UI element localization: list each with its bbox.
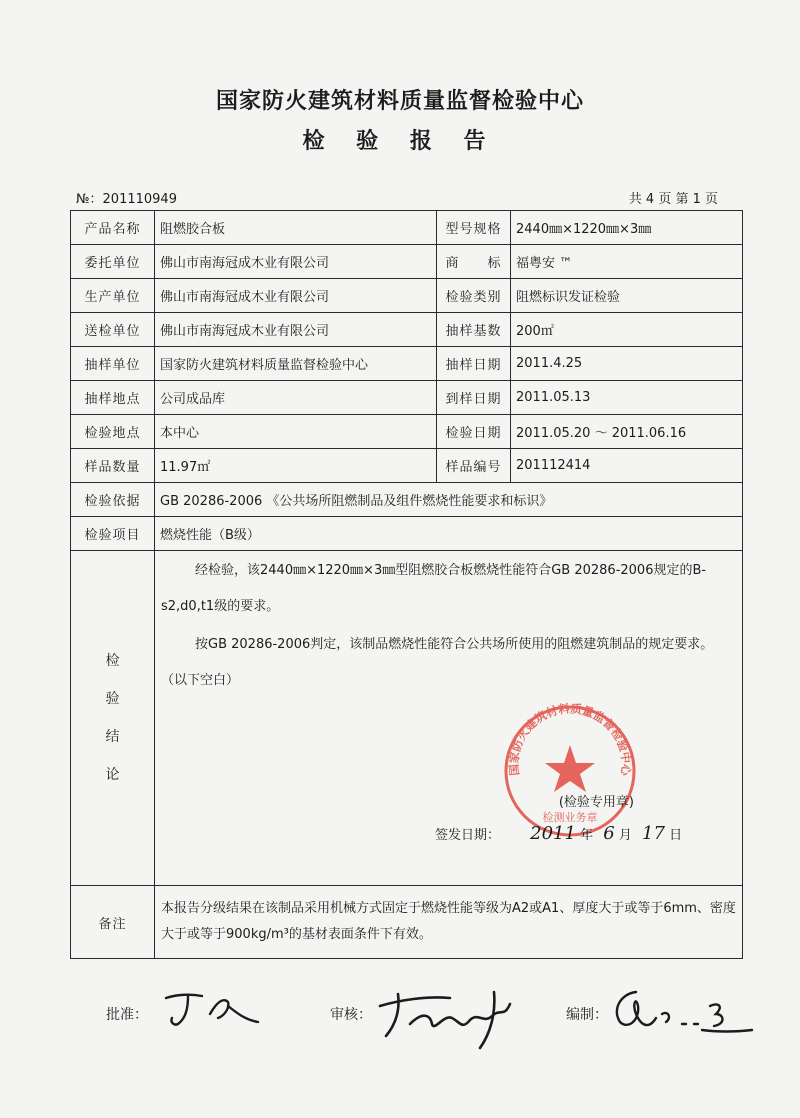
client-value: 佛山市南海冠成木业有限公司	[155, 245, 437, 279]
seal-text: 国家防火建筑材料质量监督检验中心	[506, 701, 634, 777]
issue-date-label: 签发日期：	[435, 828, 501, 843]
item-label: 检验项目	[71, 517, 155, 551]
conclusion-label-char: 验	[105, 691, 120, 707]
issue-month: 6	[603, 823, 615, 844]
compiler-signature-icon	[606, 984, 756, 1040]
inspect-type-value: 阻燃标识发证检验	[511, 279, 743, 313]
sample-no-label: 样品编号	[437, 449, 511, 483]
item-value: 燃烧性能（B级）	[155, 517, 743, 551]
conclusion-label-char: 结	[105, 729, 120, 745]
basis-label: 检验依据	[71, 483, 155, 517]
producer-label: 生产单位	[71, 279, 155, 313]
arrival-date-label: 到样日期	[437, 381, 511, 415]
conclusion-row	[71, 551, 743, 886]
issue-date	[435, 823, 682, 844]
sampling-date-label: 抽样日期	[437, 347, 511, 381]
product-name-value: 阻燃胶合板	[155, 211, 437, 245]
model-value: 2440㎜×1220㎜×3㎜	[511, 211, 743, 245]
product-name-label: 产品名称	[71, 211, 155, 245]
approve-label: 批准：	[106, 1007, 148, 1023]
issue-year-unit: 年	[580, 828, 594, 843]
sampling-place-label: 抽样地点	[71, 381, 155, 415]
page-info: 共 4 页 第 1 页	[628, 192, 718, 207]
table-row	[71, 415, 743, 449]
sample-qty-value: 11.97㎡	[155, 449, 437, 483]
basis-value: GB 20286-2006 《公共场所阻燃制品及组件燃烧性能要求和标识》	[155, 483, 743, 517]
conclusion-label	[71, 551, 155, 886]
producer-value: 佛山市南海冠成木业有限公司	[155, 279, 437, 313]
compile-label: 编制：	[566, 1007, 608, 1023]
table-row	[71, 517, 743, 551]
issue-year: 2011	[530, 823, 576, 844]
table-row	[71, 245, 743, 279]
report-number: №：201110949	[76, 192, 177, 207]
sampling-date-value: 2011.4.25	[511, 347, 743, 381]
sample-no-value: 201112414	[511, 449, 743, 483]
sampler-value: 国家防火建筑材料质量监督检验中心	[155, 347, 437, 381]
inspect-date-value: 2011.05.20 ～ 2011.06.16	[511, 415, 743, 449]
note-label: 备注	[71, 886, 155, 959]
sample-qty-label: 样品数量	[71, 449, 155, 483]
sender-value: 佛山市南海冠成木业有限公司	[155, 313, 437, 347]
inspect-type-label: 检验类别	[437, 279, 511, 313]
report-table	[70, 210, 743, 959]
arrival-date-value: 2011.05.13	[511, 381, 743, 415]
note-text: 本报告分级结果在该制品采用机械方式固定于燃烧性能等级为A2或A1、厚度大于或等于6mm、密度大于或等于900kg/m³的基材表面条件下有效。	[155, 886, 743, 959]
doc-title: 检 验 报 告	[302, 129, 498, 154]
inspect-date-label: 检验日期	[437, 415, 511, 449]
table-row	[71, 211, 743, 245]
reviewer-signature-icon	[370, 984, 540, 1054]
conclusion-label-char: 检	[105, 653, 120, 669]
table-row	[71, 279, 743, 313]
sampling-place-value: 公司成品库	[155, 381, 437, 415]
sender-label: 送检单位	[71, 313, 155, 347]
sample-base-value: 200㎡	[511, 313, 743, 347]
model-label: 型号规格	[437, 211, 511, 245]
seal-subtext: 检测业务章	[542, 811, 598, 824]
conclusion-paragraph-2: 按GB 20286-2006判定，该制品燃烧性能符合公共场所使用的阻燃建筑制品的规定要求。（以下空白）	[161, 637, 714, 688]
client-label: 委托单位	[71, 245, 155, 279]
sampler-label: 抽样单位	[71, 347, 155, 381]
review-label: 审核：	[330, 1007, 372, 1023]
approver-signature-icon	[158, 984, 268, 1034]
org-title: 国家防火建筑材料质量监督检验中心	[215, 89, 584, 114]
official-seal-icon	[500, 701, 640, 841]
sample-base-label: 抽样基数	[437, 313, 511, 347]
table-row	[71, 483, 743, 517]
issue-day-unit: 日	[669, 828, 683, 843]
inspect-place-value: 本中心	[155, 415, 437, 449]
brand-label: 商 标	[437, 245, 511, 279]
conclusion-label-char: 论	[105, 767, 120, 783]
note-row	[71, 886, 743, 959]
signature-area	[0, 1004, 800, 1064]
issue-day: 17	[642, 823, 665, 844]
conclusion-content	[155, 551, 743, 886]
table-row	[71, 347, 743, 381]
issue-month-unit: 月	[618, 828, 632, 843]
inspect-place-label: 检验地点	[71, 415, 155, 449]
conclusion-paragraph-1: 经检验，该2440㎜×1220㎜×3㎜型阻燃胶合板燃烧性能符合GB 20286-2006规定的B-s2,d0,t1级的要求。	[161, 563, 707, 614]
stamp-note: (检验专用章)	[558, 795, 634, 810]
brand-value: 福粤安 ™	[511, 245, 743, 279]
table-row	[71, 381, 743, 415]
table-row	[71, 313, 743, 347]
table-row	[71, 449, 743, 483]
